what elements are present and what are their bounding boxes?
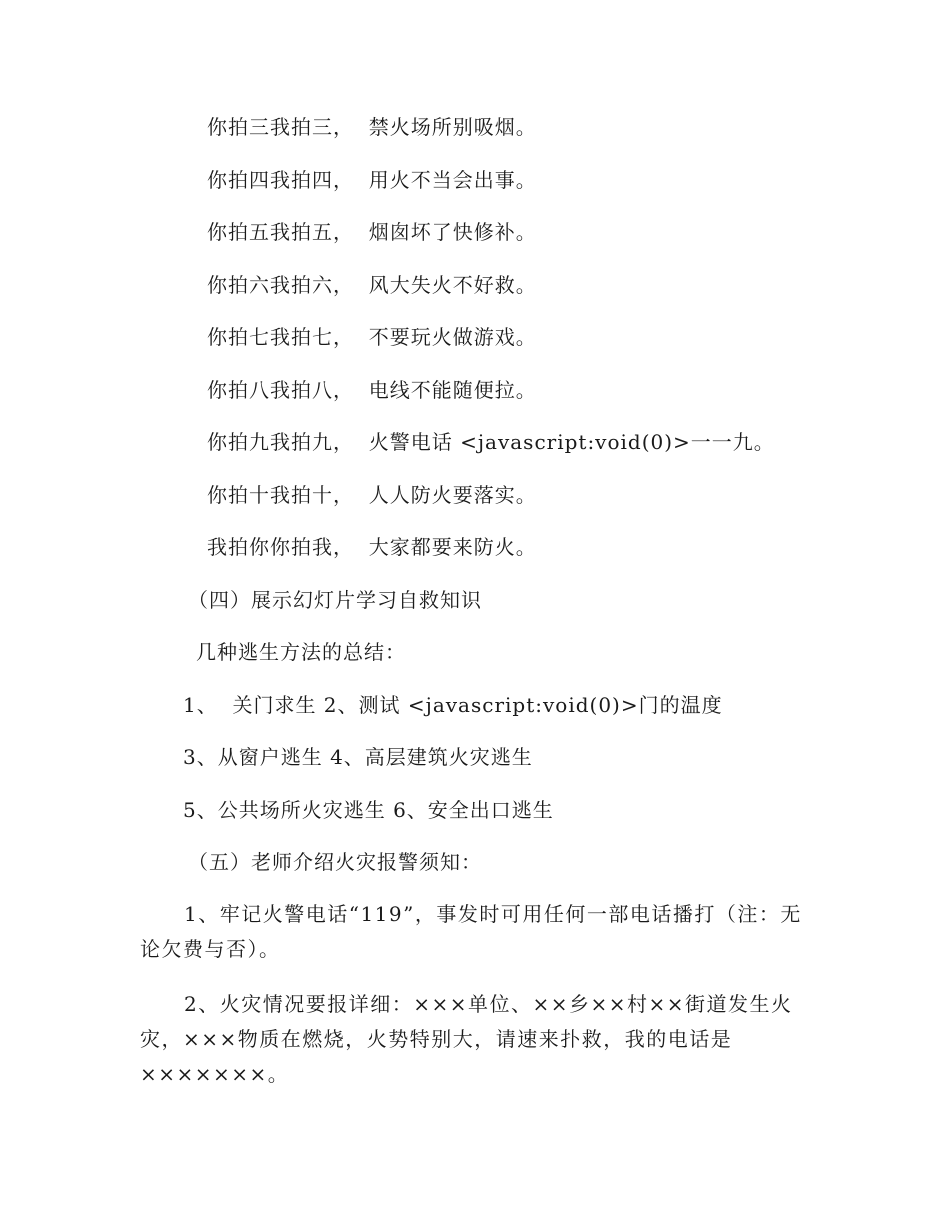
fire-report-paragraph-2: 2、火灾情况要报详细：×××单位、××乡××村××街道发生火灾，×××物质在燃烧，火势特别大，请速来扑救，我的电话是×××××××。 <box>140 992 793 1086</box>
chant-line: 你拍九我拍九， 火警电话 <javascript:void(0)>一一九。 <box>207 430 775 454</box>
chant-line: 你拍十我拍十， 人人防火要落实。 <box>207 483 537 507</box>
section-4-heading: （四）展示幻灯片学习自救知识 <box>188 588 482 612</box>
escape-method-item: 1、 关门求生 2、测试 <javascript:void(0)>门的温度 <box>183 693 723 717</box>
escape-methods-subheading: 几种逃生方法的总结： <box>196 640 406 664</box>
chant-line: 你拍六我拍六， 风大失火不好救。 <box>207 273 537 297</box>
chant-line: 你拍八我拍八， 电线不能随便拉。 <box>207 378 537 402</box>
fire-report-paragraph-1: 1、牢记火警电话“119”，事发时可用任何一部电话播打（注：无论欠费与否）。 <box>140 902 802 961</box>
chant-line: 你拍五我拍五， 烟囱坏了快修补。 <box>207 220 537 244</box>
escape-method-item: 3、从窗户逃生 4、高层建筑火灾逃生 <box>183 745 533 769</box>
chant-line: 你拍三我拍三， 禁火场所别吸烟。 <box>207 115 537 139</box>
chant-line: 你拍七我拍七， 不要玩火做游戏。 <box>207 325 537 349</box>
escape-method-item: 5、公共场所火灾逃生 6、安全出口逃生 <box>183 798 554 822</box>
chant-line: 你拍四我拍四， 用火不当会出事。 <box>207 168 537 192</box>
chant-line: 我拍你你拍我， 大家都要来防火。 <box>207 535 537 559</box>
section-5-heading: （五）老师介绍火灾报警须知： <box>188 850 482 874</box>
